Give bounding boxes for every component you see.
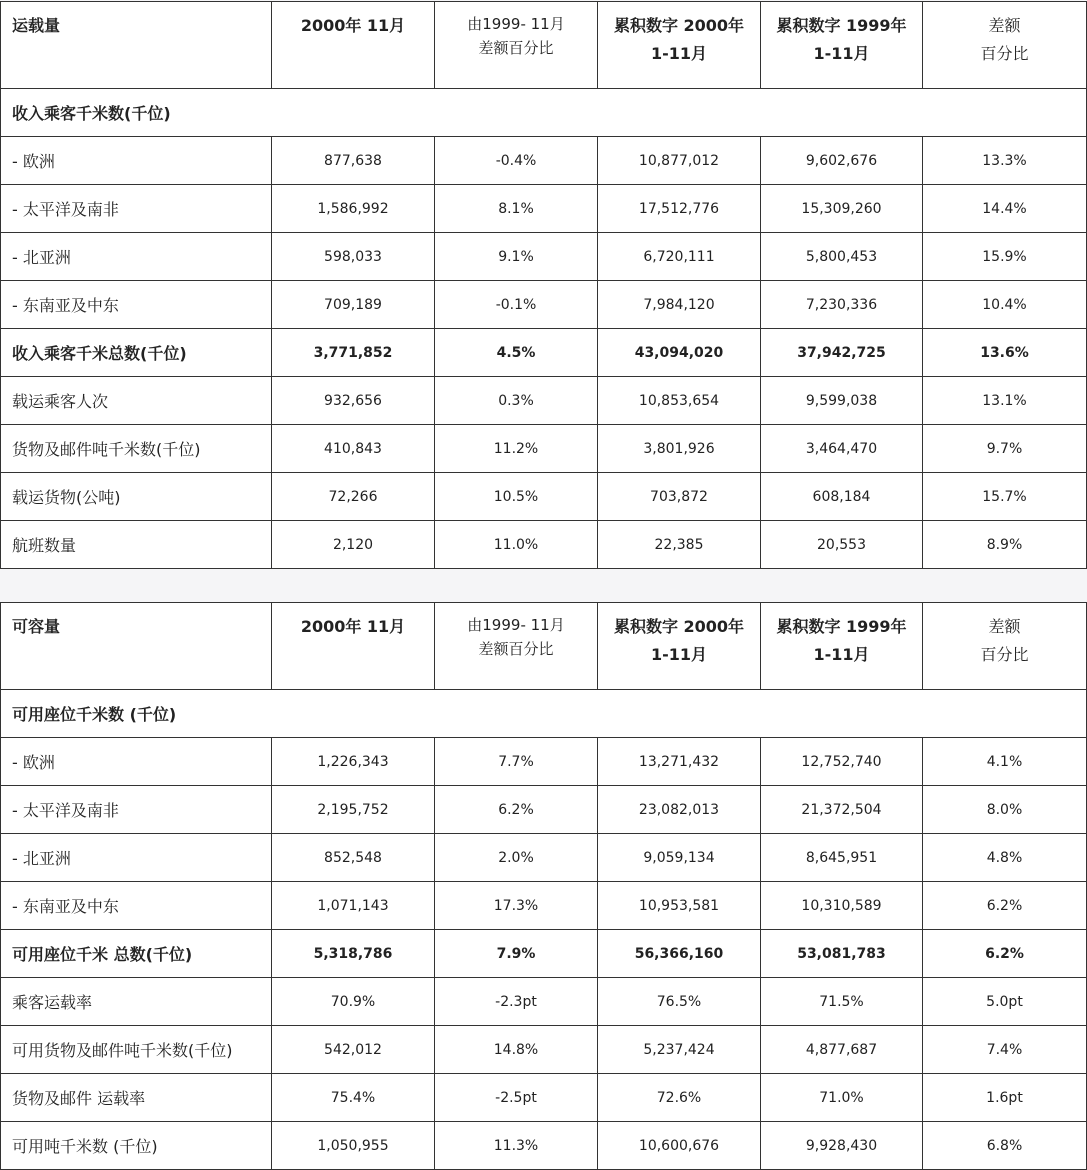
cell-change: 11.2% <box>435 425 598 473</box>
cell-diff: 10.4% <box>923 281 1087 329</box>
header-cum2000-line2: 1-11月 <box>650 645 708 664</box>
header-change-line1: 由1999- 11月 <box>467 616 565 634</box>
header-cum1999 <box>761 2 923 89</box>
cell-label: - 太平洋及南非 <box>1 786 272 834</box>
header-change-line1: 由1999- 11月 <box>467 15 565 33</box>
cell-cum2000: 22,385 <box>598 521 761 569</box>
cell-cum1999: 9,928,430 <box>761 1122 923 1170</box>
cell-change: 11.3% <box>435 1122 598 1170</box>
cell-cum2000: 23,082,013 <box>598 786 761 834</box>
cell-cum1999: 21,372,504 <box>761 786 923 834</box>
table-row <box>1 425 1087 473</box>
table-row <box>1 521 1087 569</box>
cell-cum2000: 76.5% <box>598 978 761 1026</box>
cell-label: 航班数量 <box>1 521 272 569</box>
cell-label: - 北亚洲 <box>1 233 272 281</box>
header-diff-line2: 百分比 <box>980 44 1029 63</box>
cell-cum2000: 72.6% <box>598 1074 761 1122</box>
table-row <box>1 137 1087 185</box>
header-cum2000-line2: 1-11月 <box>650 44 708 63</box>
cell-month: 2,120 <box>272 521 435 569</box>
cell-month: 1,071,143 <box>272 882 435 930</box>
cell-cum1999: 20,553 <box>761 521 923 569</box>
cell-label: - 东南亚及中东 <box>1 882 272 930</box>
header-change <box>435 2 598 89</box>
cell-diff: 1.6pt <box>923 1074 1087 1122</box>
cell-cum1999: 9,599,038 <box>761 377 923 425</box>
cell-cum2000: 10,953,581 <box>598 882 761 930</box>
table-row <box>1 882 1087 930</box>
cell-change: 0.3% <box>435 377 598 425</box>
header-cum2000-line1: 累积数字 2000年 <box>613 16 745 35</box>
cell-diff: 8.0% <box>923 786 1087 834</box>
cell-cum1999: 4,877,687 <box>761 1026 923 1074</box>
cell-cum1999: 608,184 <box>761 473 923 521</box>
cell-cum1999: 71.0% <box>761 1074 923 1122</box>
header-cum1999-line2: 1-11月 <box>813 44 870 63</box>
cell-diff: 13.3% <box>923 137 1087 185</box>
cell-month: 932,656 <box>272 377 435 425</box>
cell-cum2000: 17,512,776 <box>598 185 761 233</box>
table-header-row <box>1 2 1087 89</box>
cell-cum1999: 3,464,470 <box>761 425 923 473</box>
table-row <box>1 1074 1087 1122</box>
cell-label: 货物及邮件吨千米数(千位) <box>1 425 272 473</box>
cell-month: 542,012 <box>272 1026 435 1074</box>
cell-change: 4.5% <box>435 329 598 377</box>
cell-diff: 7.4% <box>923 1026 1087 1074</box>
cell-change: 7.9% <box>435 930 598 978</box>
cell-diff: 14.4% <box>923 185 1087 233</box>
table-row <box>1 738 1087 786</box>
section-title: 收入乘客千米数(千位) <box>1 89 1087 137</box>
cell-label: - 北亚洲 <box>1 834 272 882</box>
cell-cum2000: 56,366,160 <box>598 930 761 978</box>
table-row <box>1 329 1087 377</box>
table-header-row <box>1 603 1087 690</box>
header-cum2000-line1: 累积数字 2000年 <box>613 617 745 636</box>
cell-month: 70.9% <box>272 978 435 1026</box>
cell-cum1999: 9,602,676 <box>761 137 923 185</box>
header-label: 运载量 <box>1 2 272 89</box>
header-month: 2000年 11月 <box>272 603 435 690</box>
cell-change: 8.1% <box>435 185 598 233</box>
cell-diff: 6.8% <box>923 1122 1087 1170</box>
cell-diff: 9.7% <box>923 425 1087 473</box>
cell-month: 1,226,343 <box>272 738 435 786</box>
header-cum1999-line2: 1-11月 <box>813 645 870 664</box>
header-cum1999-line1: 累积数字 1999年 <box>776 617 907 636</box>
table-row <box>1 377 1087 425</box>
cell-label: - 欧洲 <box>1 738 272 786</box>
cell-change: -0.4% <box>435 137 598 185</box>
cell-label: 载运乘客人次 <box>1 377 272 425</box>
capacity-rows <box>1 738 1087 1170</box>
cell-month: 1,050,955 <box>272 1122 435 1170</box>
header-diff-line1: 差额 <box>988 617 1021 636</box>
cell-change: 9.1% <box>435 233 598 281</box>
cell-cum2000: 3,801,926 <box>598 425 761 473</box>
cell-diff: 6.2% <box>923 930 1087 978</box>
header-cum1999-line1: 累积数字 1999年 <box>776 16 907 35</box>
table-row <box>1 185 1087 233</box>
cell-month: 75.4% <box>272 1074 435 1122</box>
header-cum2000 <box>598 2 761 89</box>
cell-cum1999: 5,800,453 <box>761 233 923 281</box>
table-row <box>1 473 1087 521</box>
section-row <box>1 690 1087 738</box>
cell-diff: 15.7% <box>923 473 1087 521</box>
cell-diff: 13.6% <box>923 329 1087 377</box>
header-cum2000 <box>598 603 761 690</box>
cell-cum2000: 7,984,120 <box>598 281 761 329</box>
cell-change: -2.3pt <box>435 978 598 1026</box>
cell-diff: 8.9% <box>923 521 1087 569</box>
cell-month: 877,638 <box>272 137 435 185</box>
cell-month: 3,771,852 <box>272 329 435 377</box>
cell-label: - 欧洲 <box>1 137 272 185</box>
cell-cum2000: 10,853,654 <box>598 377 761 425</box>
table-row <box>1 1026 1087 1074</box>
cell-change: 6.2% <box>435 786 598 834</box>
cell-cum1999: 53,081,783 <box>761 930 923 978</box>
cell-cum1999: 15,309,260 <box>761 185 923 233</box>
capacity-table <box>0 602 1087 1170</box>
cell-cum2000: 6,720,111 <box>598 233 761 281</box>
section-row <box>1 89 1087 137</box>
header-month: 2000年 11月 <box>272 2 435 89</box>
cell-cum2000: 9,059,134 <box>598 834 761 882</box>
cell-change: 17.3% <box>435 882 598 930</box>
table-row <box>1 978 1087 1026</box>
cell-cum2000: 10,877,012 <box>598 137 761 185</box>
cell-cum1999: 71.5% <box>761 978 923 1026</box>
cell-cum1999: 8,645,951 <box>761 834 923 882</box>
cell-cum2000: 10,600,676 <box>598 1122 761 1170</box>
header-cum1999 <box>761 603 923 690</box>
cell-change: -2.5pt <box>435 1074 598 1122</box>
cell-change: 10.5% <box>435 473 598 521</box>
section-title: 可用座位千米数 (千位) <box>1 690 1087 738</box>
cell-label: 乘客运载率 <box>1 978 272 1026</box>
header-change <box>435 603 598 690</box>
cell-cum1999: 10,310,589 <box>761 882 923 930</box>
cell-change: 2.0% <box>435 834 598 882</box>
cell-diff: 5.0pt <box>923 978 1087 1026</box>
cell-cum2000: 5,237,424 <box>598 1026 761 1074</box>
cell-label: 货物及邮件 运载率 <box>1 1074 272 1122</box>
header-diff-line2: 百分比 <box>980 645 1029 664</box>
cell-cum2000: 13,271,432 <box>598 738 761 786</box>
cell-label: 载运货物(公吨) <box>1 473 272 521</box>
table-row <box>1 834 1087 882</box>
header-diff <box>923 603 1087 690</box>
cell-diff: 4.8% <box>923 834 1087 882</box>
traffic-rows <box>1 137 1087 569</box>
cell-change: 11.0% <box>435 521 598 569</box>
cell-label: 可用座位千米 总数(千位) <box>1 930 272 978</box>
cell-diff: 13.1% <box>923 377 1087 425</box>
cell-diff: 15.9% <box>923 233 1087 281</box>
table-row <box>1 930 1087 978</box>
header-diff-line1: 差额 <box>988 16 1021 35</box>
cell-month: 5,318,786 <box>272 930 435 978</box>
table-row <box>1 1122 1087 1170</box>
traffic-table <box>0 1 1087 569</box>
cell-change: 7.7% <box>435 738 598 786</box>
cell-month: 1,586,992 <box>272 185 435 233</box>
cell-diff: 4.1% <box>923 738 1087 786</box>
header-change-line2: 差额百分比 <box>478 640 554 658</box>
cell-month: 2,195,752 <box>272 786 435 834</box>
header-diff <box>923 2 1087 89</box>
cell-diff: 6.2% <box>923 882 1087 930</box>
cell-cum1999: 37,942,725 <box>761 329 923 377</box>
cell-cum2000: 43,094,020 <box>598 329 761 377</box>
table-row <box>1 233 1087 281</box>
cell-month: 852,548 <box>272 834 435 882</box>
cell-label: 可用货物及邮件吨千米数(千位) <box>1 1026 272 1074</box>
cell-cum2000: 703,872 <box>598 473 761 521</box>
cell-month: 709,189 <box>272 281 435 329</box>
cell-month: 598,033 <box>272 233 435 281</box>
cell-month: 410,843 <box>272 425 435 473</box>
cell-cum1999: 12,752,740 <box>761 738 923 786</box>
cell-month: 72,266 <box>272 473 435 521</box>
cell-label: - 太平洋及南非 <box>1 185 272 233</box>
cell-cum1999: 7,230,336 <box>761 281 923 329</box>
header-change-line2: 差额百分比 <box>478 39 554 57</box>
table-row <box>1 786 1087 834</box>
table-row <box>1 281 1087 329</box>
cell-label: 收入乘客千米总数(千位) <box>1 329 272 377</box>
cell-label: 可用吨千米数 (千位) <box>1 1122 272 1170</box>
cell-change: 14.8% <box>435 1026 598 1074</box>
header-label: 可容量 <box>1 603 272 690</box>
cell-label: - 东南亚及中东 <box>1 281 272 329</box>
cell-change: -0.1% <box>435 281 598 329</box>
